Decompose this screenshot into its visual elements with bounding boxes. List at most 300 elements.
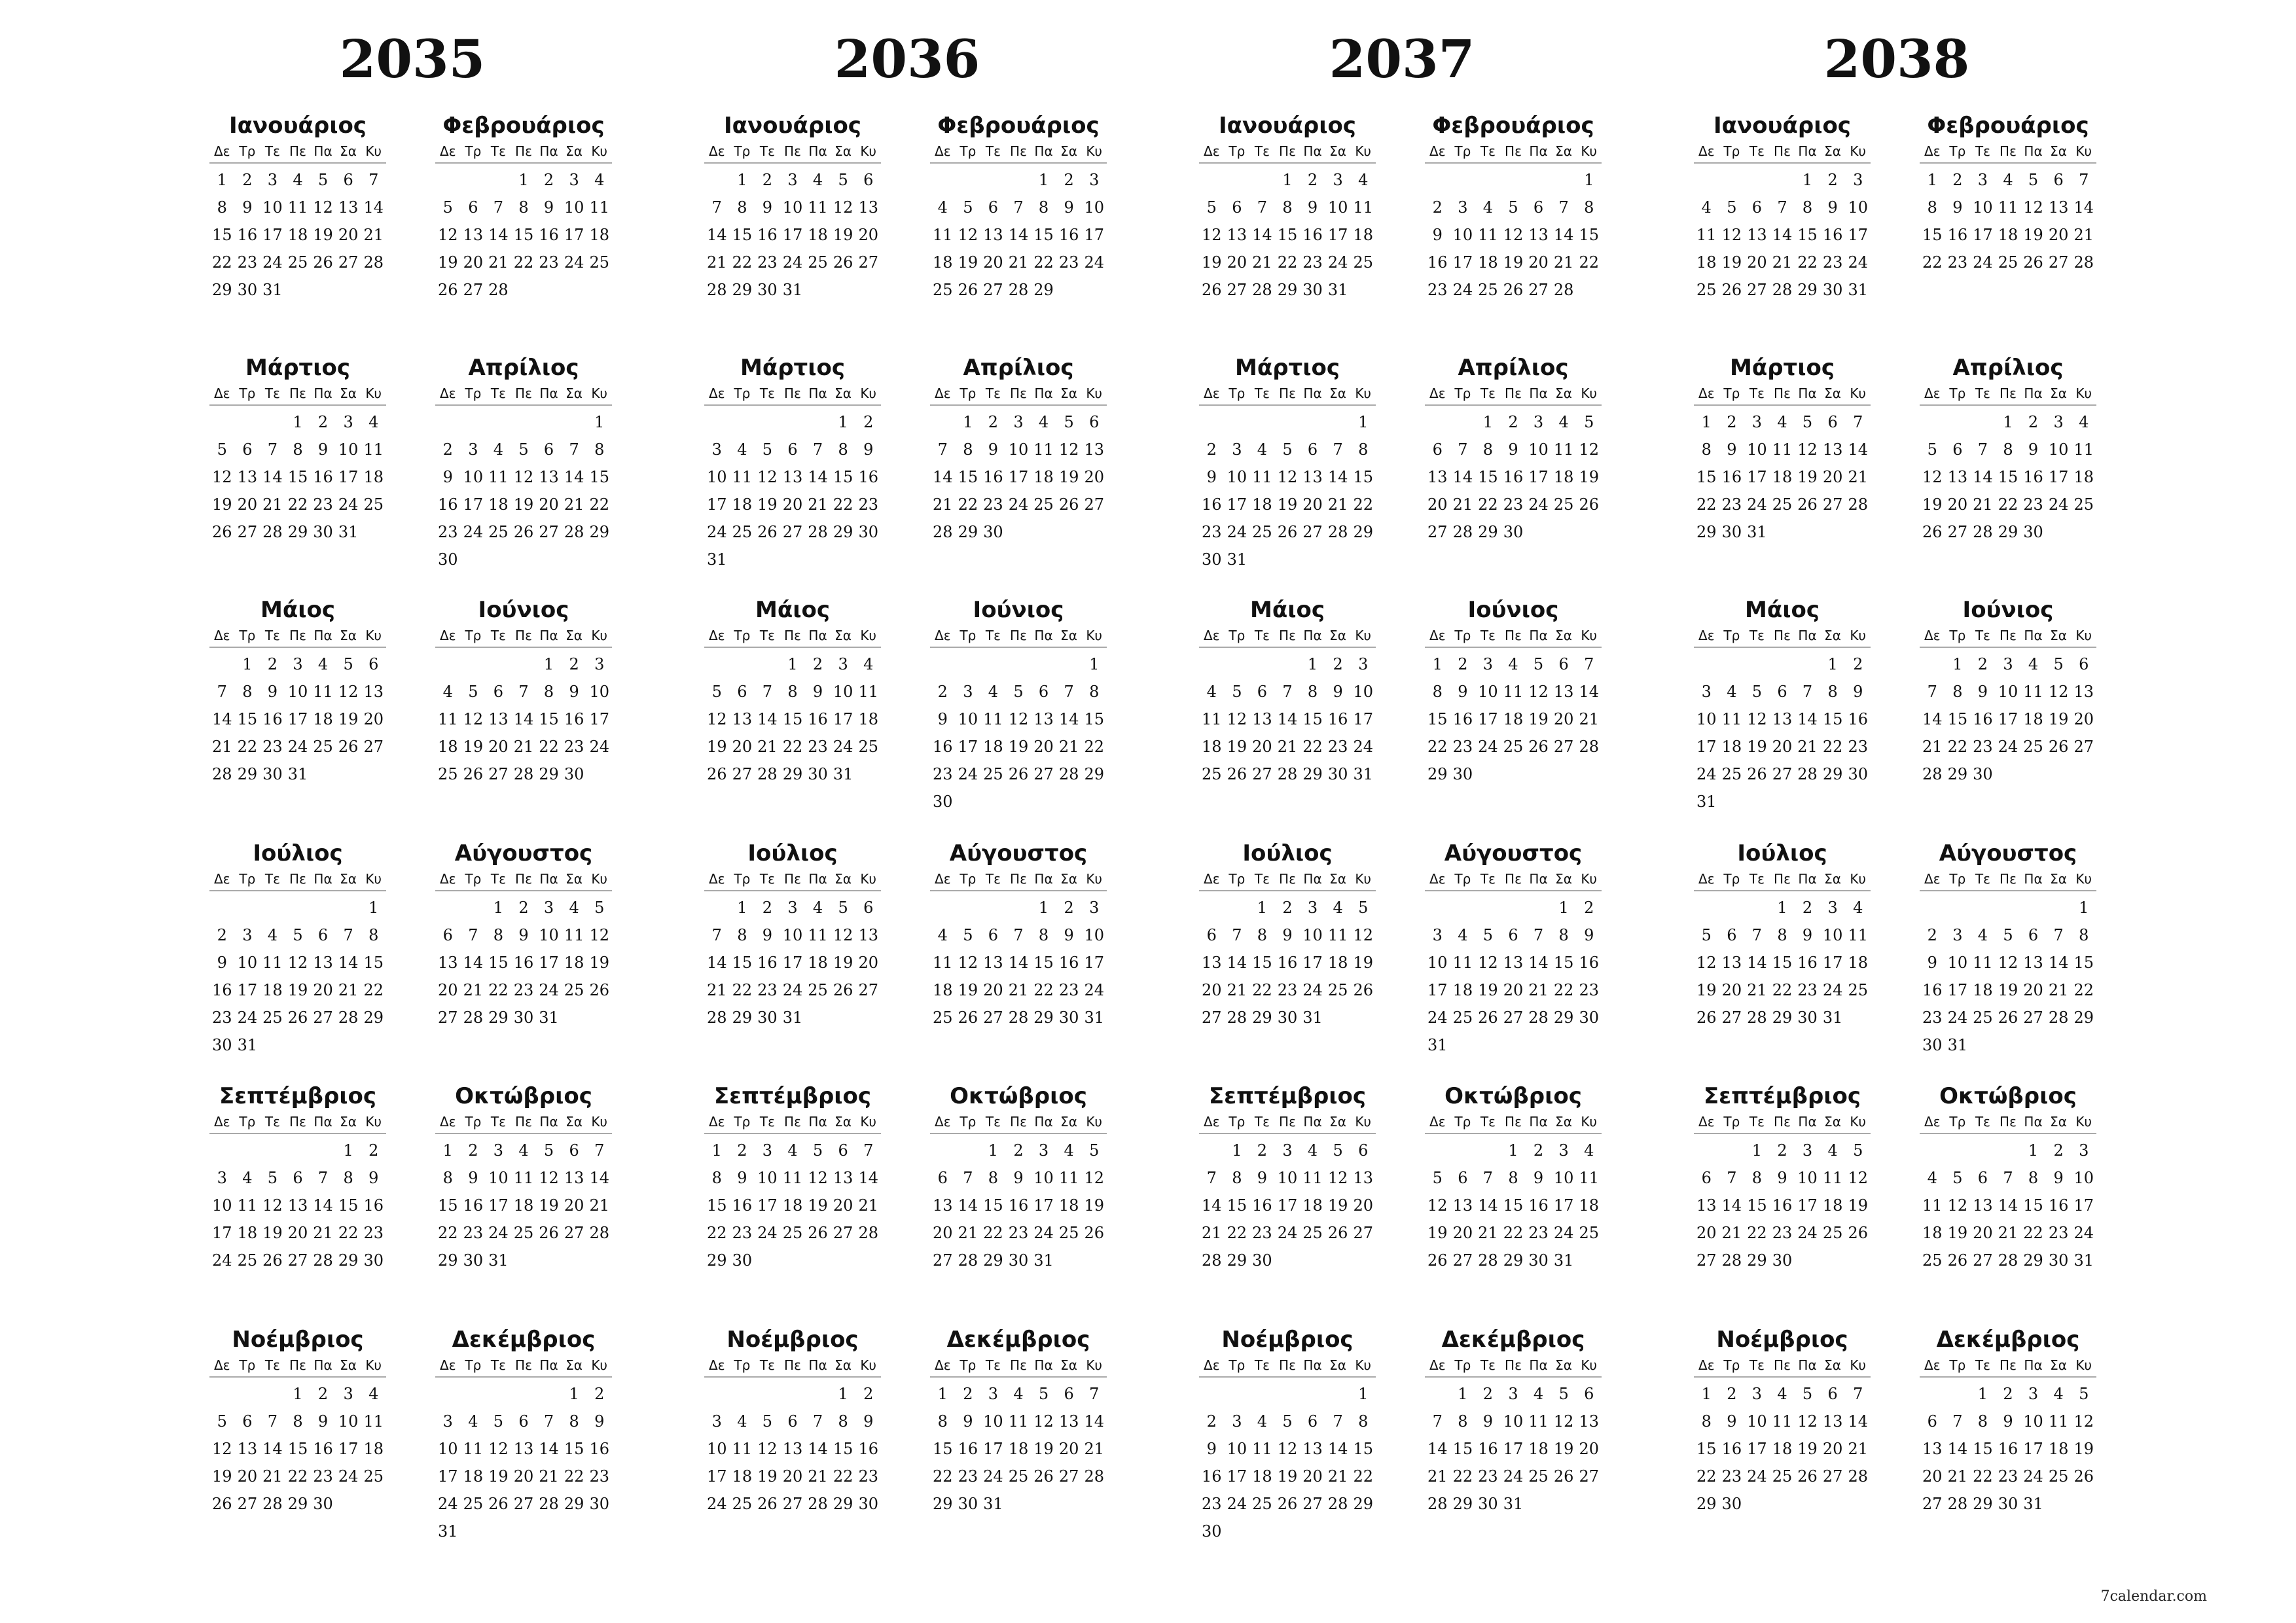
day-cell: 20 (287, 1224, 308, 1242)
day-cell: 30 (1202, 1522, 1222, 1541)
day-cell: 24 (1033, 1224, 1054, 1242)
day-cell: 27 (782, 1495, 803, 1513)
day-cell: 18 (1478, 253, 1498, 272)
day-cell: 19 (1058, 468, 1079, 486)
day-cell: 6 (468, 198, 478, 217)
day-cell: 24 (833, 738, 853, 756)
day-cell: 10 (338, 1412, 359, 1431)
weekday-label: Σα (2050, 628, 2067, 643)
month-name: Οκτώβριος (1444, 1083, 1582, 1109)
weekday-label: Τρ (1723, 385, 1740, 401)
day-cell: 9 (1727, 1412, 1737, 1431)
day-grid (1694, 408, 1871, 546)
day-cell: 21 (463, 981, 484, 999)
day-cell: 18 (313, 710, 333, 728)
day-cell: 20 (2073, 710, 2094, 728)
day-cell: 2 (368, 1141, 379, 1160)
day-cell: 18 (262, 981, 283, 999)
day-cell: 20 (1058, 1440, 1079, 1458)
day-cell: 1 (1482, 413, 1494, 431)
day-cell: 10 (1427, 954, 1448, 972)
day-cell: 13 (1202, 954, 1222, 972)
weekday-label: Τε (985, 385, 1001, 401)
day-cell: 12 (1797, 440, 1818, 459)
day-cell: 16 (1058, 226, 1079, 244)
day-cell: 2 (543, 171, 554, 189)
day-cell: 14 (2048, 954, 2069, 972)
day-cell: 30 (757, 1008, 778, 1027)
day-cell: 28 (262, 1495, 283, 1513)
month-name: Ιούνιος (973, 597, 1064, 623)
day-cell: 7 (711, 198, 722, 217)
day-cell: 7 (812, 1412, 823, 1431)
weekday-header (1694, 141, 1871, 164)
weekday-label: Πα (1798, 1357, 1817, 1373)
day-cell: 24 (1747, 1467, 1767, 1486)
weekday-header (209, 869, 386, 891)
day-cell: 23 (1202, 1495, 1222, 1513)
day-cell: 12 (338, 683, 359, 701)
day-cell: 26 (212, 523, 232, 541)
day-cell: 10 (212, 1196, 232, 1215)
day-cell: 21 (1553, 253, 1574, 272)
weekday-label: Δε (1698, 871, 1715, 887)
day-cell: 24 (2023, 1467, 2043, 1486)
weekday-label: Πα (539, 1357, 558, 1373)
day-cell: 20 (983, 253, 1003, 272)
day-cell: 31 (1848, 281, 1868, 299)
day-cell: 18 (1772, 468, 1793, 486)
day-cell: 3 (594, 655, 605, 673)
day-cell: 17 (1008, 468, 1029, 486)
day-cell: 12 (1478, 954, 1498, 972)
day-cell: 21 (513, 738, 534, 756)
day-cell: 6 (1558, 655, 1569, 673)
day-cell: 15 (707, 1196, 727, 1215)
day-cell: 9 (737, 1169, 747, 1187)
weekday-label: Τε (264, 628, 280, 643)
day-cell: 31 (1227, 550, 1247, 569)
day-cell: 11 (1252, 468, 1272, 486)
day-cell: 15 (589, 468, 609, 486)
day-cell: 16 (1848, 710, 1868, 728)
weekday-label: Τρ (1454, 871, 1471, 887)
day-cell: 31 (1696, 793, 1717, 811)
day-grid (704, 651, 881, 788)
day-cell: 25 (1353, 253, 1373, 272)
day-cell: 30 (1797, 1008, 1818, 1027)
day-cell: 26 (1797, 495, 1818, 514)
day-cell: 16 (363, 1196, 384, 1215)
day-cell: 19 (313, 226, 333, 244)
weekday-label: Τρ (960, 1114, 977, 1130)
day-grid (1694, 651, 1871, 815)
month-name: Σεπτέμβριος (713, 1083, 872, 1109)
day-cell: 22 (782, 738, 803, 756)
day-cell: 9 (1927, 954, 1937, 972)
day-cell: 2 (762, 171, 773, 189)
day-cell: 29 (983, 1251, 1003, 1270)
day-cell: 23 (262, 738, 283, 756)
day-cell: 14 (513, 710, 534, 728)
day-cell: 9 (569, 683, 579, 701)
day-cell: 8 (1927, 198, 1937, 217)
weekday-label: Πε (289, 1114, 306, 1130)
day-cell: 21 (1008, 253, 1029, 272)
day-cell: 3 (711, 1412, 722, 1431)
day-cell: 27 (1822, 1467, 1843, 1486)
day-cell: 10 (438, 1440, 458, 1458)
weekday-label: Πε (1279, 871, 1296, 887)
day-cell: 3 (2003, 655, 2013, 673)
weekday-label: Δε (214, 1114, 230, 1130)
day-cell: 24 (2048, 495, 2069, 514)
day-cell: 22 (287, 1467, 308, 1486)
weekday-label: Πε (289, 871, 306, 887)
day-cell: 8 (1358, 1412, 1369, 1431)
day-cell: 14 (338, 954, 359, 972)
weekday-header (704, 383, 881, 406)
day-cell: 2 (1206, 1412, 1217, 1431)
day-cell: 3 (762, 1141, 773, 1160)
day-cell: 7 (1482, 1169, 1494, 1187)
day-cell: 28 (1058, 765, 1079, 783)
day-cell: 10 (1747, 440, 1767, 459)
day-cell: 8 (293, 1412, 303, 1431)
day-cell: 3 (1802, 1141, 1813, 1160)
day-cell: 8 (368, 926, 379, 944)
day-cell: 30 (1822, 281, 1843, 299)
day-cell: 2 (242, 171, 253, 189)
day-cell: 25 (2048, 1467, 2069, 1486)
weekday-label: Πα (808, 143, 827, 159)
day-cell: 22 (1033, 981, 1054, 999)
day-cell: 21 (1848, 468, 1868, 486)
day-cell: 15 (983, 1196, 1003, 1215)
weekday-label: Κυ (1355, 1114, 1371, 1130)
day-cell: 29 (1696, 523, 1717, 541)
weekday-label: Τε (1254, 385, 1270, 401)
day-grid (930, 166, 1107, 304)
day-cell: 1 (1802, 171, 1813, 189)
day-cell: 15 (732, 954, 753, 972)
day-cell: 22 (438, 1224, 458, 1242)
day-cell: 3 (1333, 171, 1343, 189)
day-cell: 16 (1721, 1440, 1742, 1458)
weekday-label: Κυ (1355, 1357, 1371, 1373)
weekday-label: Πε (289, 143, 306, 159)
day-cell: 10 (707, 1440, 727, 1458)
day-cell: 7 (1089, 1385, 1100, 1403)
day-cell: 3 (1533, 413, 1544, 431)
weekday-label: Τε (1480, 1357, 1496, 1373)
weekday-label: Τρ (1229, 628, 1246, 643)
day-cell: 22 (958, 495, 978, 514)
day-cell: 4 (1584, 1141, 1594, 1160)
weekday-label: Σα (1824, 871, 1841, 887)
year-block-2037 (1179, 26, 1624, 1584)
weekday-label: Κυ (860, 1357, 876, 1373)
month-name: Νοέμβριος (232, 1327, 364, 1353)
weekday-header (704, 869, 881, 891)
day-cell: 4 (812, 171, 823, 189)
weekday-label: Δε (1924, 871, 1941, 887)
day-cell: 14 (958, 1196, 978, 1215)
weekday-label: Τε (1254, 871, 1270, 887)
day-cell: 25 (983, 765, 1003, 783)
day-cell: 18 (1033, 468, 1054, 486)
day-cell: 30 (1058, 1008, 1079, 1027)
day-cell: 2 (267, 655, 278, 673)
day-cell: 14 (1277, 710, 1298, 728)
weekday-label: Πα (1798, 385, 1817, 401)
day-cell: 10 (1696, 710, 1717, 728)
weekday-header (1199, 869, 1376, 891)
weekday-label: Κυ (860, 628, 876, 643)
day-cell: 4 (1257, 440, 1268, 459)
weekday-label: Πα (314, 143, 332, 159)
day-cell: 29 (1252, 1008, 1272, 1027)
weekday-label: Τε (759, 143, 775, 159)
day-cell: 3 (442, 1412, 453, 1431)
day-cell: 2 (1584, 899, 1594, 917)
month-name: Ιούνιος (1962, 597, 2054, 623)
day-cell: 27 (1252, 765, 1272, 783)
day-cell: 20 (1947, 495, 1968, 514)
day-cell: 1 (838, 413, 848, 431)
day-cell: 7 (1558, 198, 1569, 217)
day-cell: 20 (1033, 738, 1054, 756)
weekday-label: Πα (1303, 628, 1322, 643)
day-cell: 6 (1701, 1169, 1712, 1187)
day-cell: 23 (1478, 1467, 1498, 1486)
day-cell: 6 (2053, 171, 2064, 189)
day-cell: 25 (262, 1008, 283, 1027)
day-cell: 24 (1947, 1008, 1968, 1027)
day-cell: 4 (2053, 1385, 2064, 1403)
day-cell: 28 (1327, 1495, 1348, 1513)
day-cell: 28 (808, 1495, 828, 1513)
day-cell: 20 (363, 710, 384, 728)
weekday-label: Σα (1824, 143, 1841, 159)
day-cell: 6 (543, 440, 554, 459)
day-cell: 7 (217, 683, 227, 701)
day-cell: 14 (1797, 710, 1818, 728)
day-cell: 16 (1058, 954, 1079, 972)
day-cell: 2 (863, 1385, 874, 1403)
day-cell: 29 (1227, 1251, 1247, 1270)
day-cell: 26 (757, 1495, 778, 1513)
day-cell: 2 (1333, 655, 1343, 673)
day-cell: 29 (1033, 1008, 1054, 1027)
day-cell: 22 (1772, 981, 1793, 999)
day-cell: 2 (317, 1385, 329, 1403)
day-cell: 8 (1802, 198, 1813, 217)
month-name: Φεβρουάριος (442, 113, 605, 139)
day-cell: 6 (1232, 198, 1242, 217)
day-cell: 17 (833, 710, 853, 728)
weekday-label: Πα (1529, 871, 1548, 887)
day-cell: 22 (1973, 1467, 1993, 1486)
weekday-label: Πα (1034, 143, 1053, 159)
day-cell: 7 (267, 1412, 278, 1431)
day-cell: 31 (782, 1008, 803, 1027)
day-cell: 7 (1232, 926, 1242, 944)
day-cell: 26 (707, 765, 727, 783)
day-cell: 25 (1528, 1467, 1549, 1486)
day-cell: 23 (1503, 495, 1524, 514)
weekday-label: Πα (808, 1357, 827, 1373)
day-cell: 22 (1277, 253, 1298, 272)
day-cell: 28 (262, 523, 283, 541)
day-cell: 25 (2073, 495, 2094, 514)
weekday-label: Τρ (1454, 143, 1471, 159)
weekday-label: Δε (1698, 628, 1715, 643)
day-cell: 8 (1358, 440, 1369, 459)
day-cell: 6 (1307, 1412, 1318, 1431)
day-cell: 23 (589, 1467, 609, 1486)
day-cell: 19 (1277, 495, 1298, 514)
day-cell: 14 (1973, 468, 1993, 486)
day-cell: 31 (1427, 1036, 1448, 1054)
day-cell: 22 (338, 1224, 359, 1242)
weekday-label: Πε (1505, 1357, 1522, 1373)
day-cell: 20 (237, 495, 258, 514)
weekday-label: Τε (1254, 1357, 1270, 1373)
day-cell: 11 (1553, 440, 1574, 459)
day-cell: 16 (1327, 710, 1348, 728)
day-cell: 31 (983, 1495, 1003, 1513)
weekday-header (930, 383, 1107, 406)
day-cell: 24 (1696, 765, 1717, 783)
weekday-label: Σα (1555, 628, 1572, 643)
day-cell: 23 (858, 1467, 878, 1486)
site-credit[interactable]: 7calendar.com (2100, 1588, 2207, 1605)
day-cell: 21 (589, 1196, 609, 1215)
day-cell: 15 (539, 710, 559, 728)
day-cell: 5 (2003, 926, 2013, 944)
day-cell: 22 (1922, 253, 1943, 272)
day-cell: 5 (594, 899, 605, 917)
month-name: Ιούλιος (253, 840, 343, 866)
weekday-label: Τε (1254, 628, 1270, 643)
day-cell: 21 (858, 1196, 878, 1215)
day-cell: 24 (1327, 253, 1348, 272)
day-cell: 30 (958, 1495, 978, 1513)
weekday-header (1694, 1112, 1871, 1134)
weekday-label: Δε (440, 871, 456, 887)
day-cell: 27 (237, 523, 258, 541)
weekday-label: Σα (565, 1114, 583, 1130)
day-cell: 10 (1528, 440, 1549, 459)
day-cell: 25 (1973, 1008, 1993, 1027)
day-cell: 14 (1008, 226, 1029, 244)
day-cell: 16 (513, 954, 534, 972)
day-cell: 8 (1701, 1412, 1712, 1431)
day-cell: 19 (2073, 1440, 2094, 1458)
day-cell: 27 (488, 765, 509, 783)
day-cell: 13 (1252, 710, 1272, 728)
day-cell: 6 (988, 926, 999, 944)
day-cell: 6 (1432, 440, 1443, 459)
day-cell: 23 (564, 738, 584, 756)
day-cell: 20 (1302, 495, 1323, 514)
day-cell: 1 (937, 1385, 948, 1403)
day-cell: 12 (1503, 226, 1524, 244)
day-cell: 18 (1696, 253, 1717, 272)
day-cell: 3 (1307, 899, 1318, 917)
day-cell: 2 (1927, 926, 1937, 944)
weekday-header (930, 869, 1107, 891)
day-cell: 6 (1727, 926, 1737, 944)
weekday-label: Τρ (1949, 143, 1966, 159)
day-cell: 28 (363, 253, 384, 272)
day-cell: 23 (1302, 253, 1323, 272)
day-cell: 7 (1927, 683, 1937, 701)
day-cell: 15 (1579, 226, 1599, 244)
day-cell: 20 (858, 226, 878, 244)
day-cell: 13 (833, 1169, 853, 1187)
weekday-header (1425, 141, 1602, 164)
day-cell: 19 (488, 1467, 509, 1486)
day-cell: 30 (1327, 765, 1348, 783)
day-cell: 6 (1977, 1169, 1988, 1187)
day-cell: 14 (212, 710, 232, 728)
day-cell: 28 (589, 1224, 609, 1242)
day-cell: 16 (212, 981, 232, 999)
day-cell: 11 (1772, 1412, 1793, 1431)
day-cell: 20 (1922, 1467, 1943, 1486)
weekday-label: Πε (1774, 628, 1791, 643)
day-cell: 21 (1008, 981, 1029, 999)
day-cell: 22 (1427, 738, 1448, 756)
day-grid (704, 408, 881, 573)
day-grid (1920, 1380, 2096, 1518)
day-cell: 8 (543, 683, 554, 701)
day-cell: 10 (1084, 926, 1104, 944)
day-cell: 21 (808, 1467, 828, 1486)
day-cell: 16 (1427, 253, 1448, 272)
day-grid (1920, 1137, 2096, 1274)
day-cell: 25 (858, 738, 878, 756)
day-cell: 28 (1747, 1008, 1767, 1027)
day-cell: 18 (488, 495, 509, 514)
day-cell: 31 (782, 281, 803, 299)
day-cell: 15 (782, 710, 803, 728)
weekday-label: Δε (935, 385, 951, 401)
day-cell: 22 (732, 253, 753, 272)
weekday-label: Κυ (1850, 385, 1866, 401)
weekday-label: Τρ (239, 628, 256, 643)
day-cell: 12 (1353, 926, 1373, 944)
day-cell: 12 (1427, 1196, 1448, 1215)
day-cell: 16 (958, 1440, 978, 1458)
day-cell: 21 (1327, 495, 1348, 514)
day-cell: 21 (933, 495, 953, 514)
day-cell: 29 (707, 1251, 727, 1270)
day-cell: 27 (833, 1224, 853, 1242)
day-cell: 30 (1302, 281, 1323, 299)
day-cell: 2 (1257, 1141, 1268, 1160)
day-cell: 4 (293, 171, 303, 189)
day-cell: 3 (1232, 440, 1242, 459)
weekday-label: Τρ (465, 1357, 482, 1373)
weekday-header (435, 383, 612, 406)
day-cell: 20 (1696, 1224, 1717, 1242)
year-block-2035 (190, 26, 635, 1584)
day-cell: 17 (2048, 468, 2069, 486)
day-cell: 25 (732, 1495, 753, 1513)
